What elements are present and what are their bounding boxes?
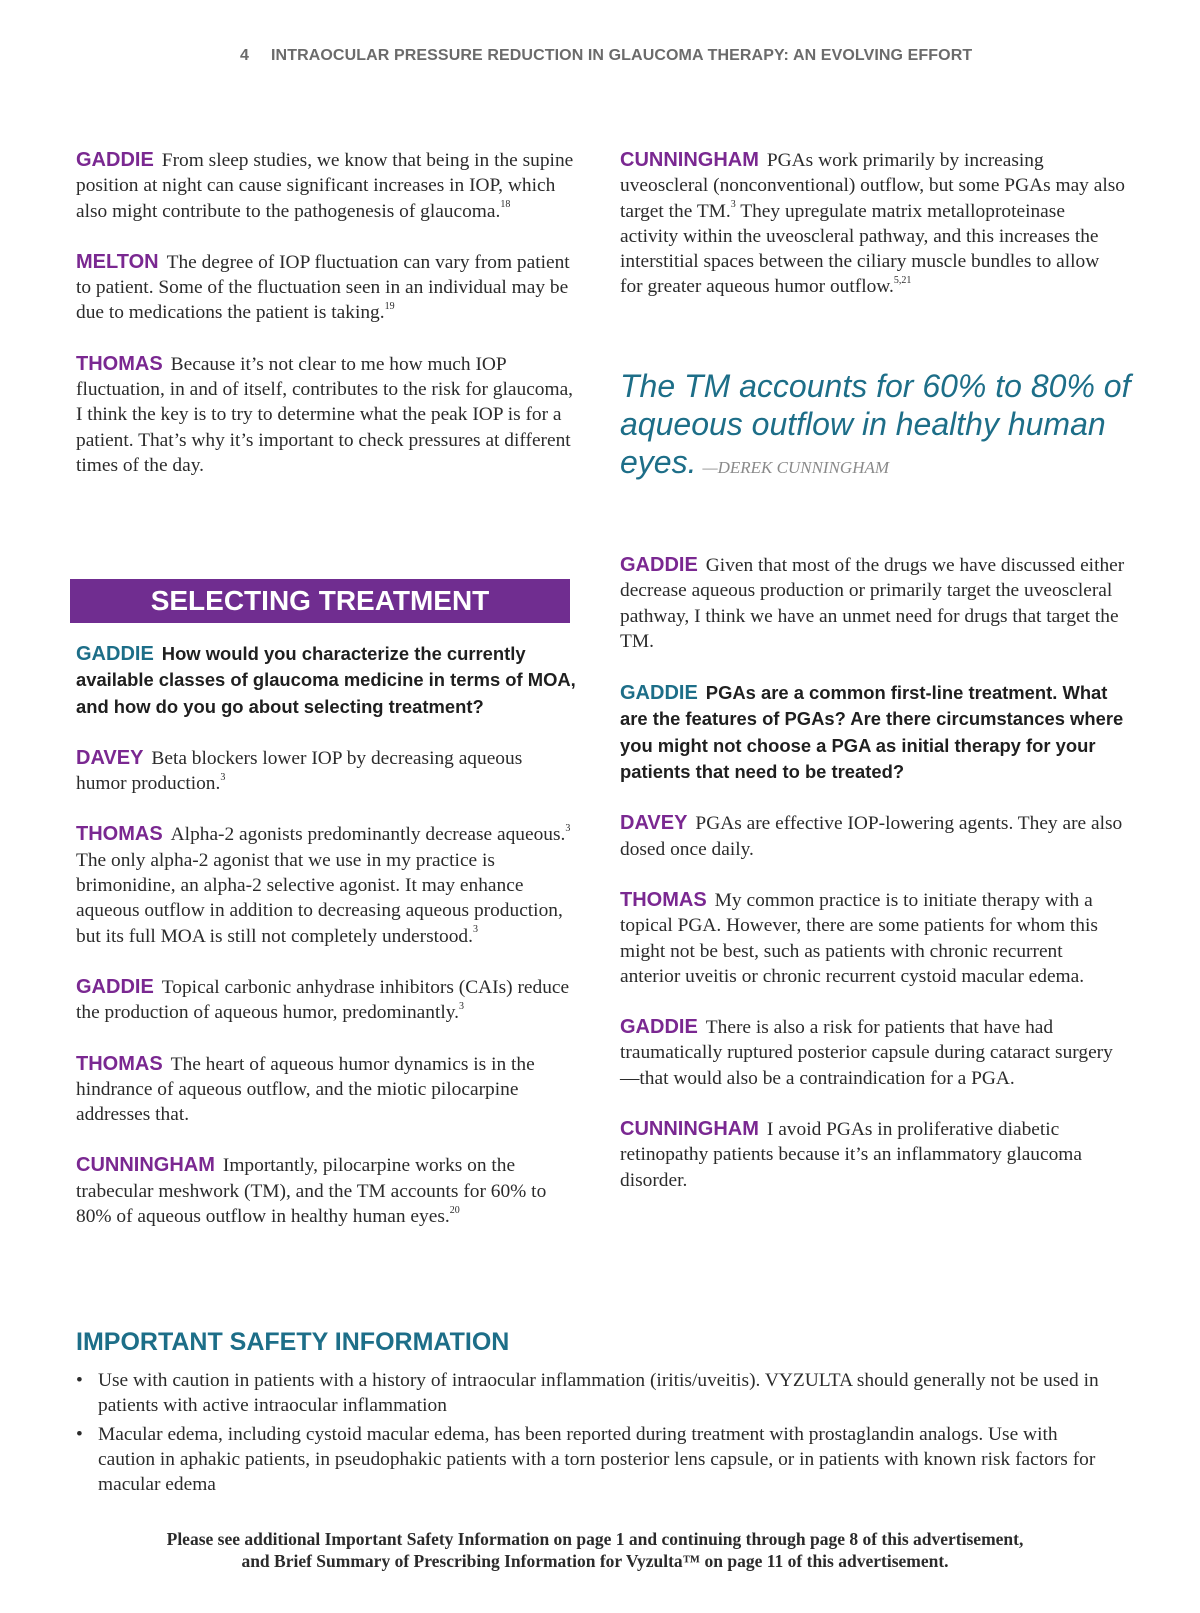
entry-text: PGAs are effective IOP-lowering agents. They are also dosed once daily. bbox=[620, 813, 1123, 860]
reference-superscript: 3 bbox=[220, 771, 226, 783]
right-column-top bbox=[620, 148, 1125, 326]
reference-superscript: 3 bbox=[459, 1000, 465, 1012]
pull-quote bbox=[620, 367, 1140, 487]
dialogue-entry bbox=[76, 352, 576, 478]
reference-superscript: 20 bbox=[449, 1204, 460, 1216]
dialogue-entry bbox=[76, 1153, 576, 1229]
dialogue-entry bbox=[76, 250, 576, 326]
reference-superscript: 3 bbox=[730, 199, 736, 211]
speaker-name: THOMAS bbox=[620, 888, 707, 911]
reference-superscript: 3 bbox=[472, 924, 478, 936]
speaker-name: CUNNINGHAM bbox=[620, 1118, 759, 1141]
entry-text: There is also a risk for patients that have had traumatically ruptured posterior capsule during cataract surgery—that would also be a contraindication for a PGA. bbox=[620, 1017, 1113, 1089]
list-item bbox=[76, 1422, 1116, 1497]
reference-superscript: 5,21 bbox=[893, 275, 912, 287]
reference-superscript: 19 bbox=[384, 301, 395, 313]
speaker-name: CUNNINGHAM bbox=[620, 149, 759, 171]
pull-quote-attribution: —DEREK CUNNINGHAM bbox=[702, 458, 890, 477]
dialogue-entry bbox=[620, 1015, 1125, 1091]
speaker-name: CUNNINGHAM bbox=[76, 1154, 215, 1177]
section-heading-selecting-treatment: SELECTING TREATMENT bbox=[70, 579, 570, 623]
dialogue-entry bbox=[76, 148, 576, 224]
speaker-name: MELTON bbox=[76, 250, 159, 273]
question-text: PGAs are a common first-line treatment. What are the features of PGAs? Are there circumstances where you might not choose a PGA as initial therapy for your patients that need to be treated? bbox=[620, 682, 1124, 783]
dialogue-entry bbox=[620, 553, 1125, 654]
footer-note bbox=[60, 1528, 1130, 1572]
speaker-name: DAVEY bbox=[620, 812, 688, 835]
dialogue-entry bbox=[620, 1117, 1125, 1193]
list-item-text: Macular edema, including cystoid macular edema, has been reported during treatment with prostaglandin analogs. Use with caution in aphakic patients, in pseudophakic patients with a torn posterior lens capsule, or in patients with known risk factors for macular edema bbox=[98, 1424, 1096, 1495]
reference-superscript: 3 bbox=[565, 823, 571, 835]
speaker-name: GADDIE bbox=[76, 975, 154, 998]
entry-text: The degree of IOP fluctuation can vary from patient to patient. Some of the fluctuation seen in an individual may be due to medications the patient is taking. bbox=[76, 251, 570, 324]
pull-quote-text: The TM accounts for 60% to 80% of aqueous outflow in healthy human eyes. bbox=[620, 368, 1131, 480]
entry-text: Alpha-2 agonists predominantly decrease aqueous. bbox=[170, 824, 566, 846]
speaker-name: GADDIE bbox=[620, 682, 698, 705]
bullet-icon: • bbox=[76, 1424, 83, 1445]
speaker-name: THOMAS bbox=[76, 352, 163, 375]
moderator-question bbox=[620, 680, 1125, 785]
speaker-name: GADDIE bbox=[620, 554, 698, 576]
dialogue-entry bbox=[76, 822, 576, 948]
entry-text: Importantly, pilocarpine works on the trabecular meshwork (TM), and the TM accounts for 60% to 80% of aqueous outflow in healthy human eyes. bbox=[76, 1155, 547, 1228]
speaker-name: DAVEY bbox=[76, 746, 144, 769]
entry-text: The only alpha-2 agonist that we use in my practice is brimonidine, an alpha-2 selective agonist. It may enhance aqueous outflow in addition to decreasing aqueous production, but its full MOA is still not completely understood. bbox=[76, 849, 563, 947]
reference-superscript: 18 bbox=[500, 199, 511, 211]
safety-information-title: IMPORTANT SAFETY INFORMATION bbox=[76, 1328, 510, 1356]
entry-text: From sleep studies, we know that being in the supine position at night can cause significant increases in IOP, which also might contribute to the pathogenesis of glaucoma. bbox=[76, 150, 574, 222]
speaker-name: GADDIE bbox=[620, 1016, 698, 1039]
entry-text: The heart of aqueous humor dynamics is in the hindrance of aqueous outflow, and the miotic pilocarpine addresses that. bbox=[76, 1053, 535, 1126]
entry-text: PGAs work primarily by increasing uveoscleral (nonconventional) outflow, but some PGAs may also target the TM. bbox=[620, 150, 1125, 222]
left-column-bottom bbox=[76, 641, 576, 1255]
running-header bbox=[240, 47, 972, 65]
speaker-name: GADDIE bbox=[76, 149, 154, 171]
header-title: INTRAOCULAR PRESSURE REDUCTION IN GLAUCOMA THERAPY: AN EVOLVING EFFORT bbox=[271, 47, 973, 64]
right-column-bottom bbox=[620, 553, 1125, 1219]
speaker-name: GADDIE bbox=[76, 643, 154, 665]
bullet-icon: • bbox=[76, 1370, 83, 1391]
dialogue-entry bbox=[620, 888, 1125, 989]
footer-line: and Brief Summary of Prescribing Information for Vyzulta™ on page 11 of this advertisement. bbox=[241, 1551, 949, 1571]
entry-text: My common practice is to initiate therapy with a topical PGA. However, there are some patients for whom this might not be best, such as patients with chronic recurrent anterior uveitis or chronic recurrent cystoid macular edema. bbox=[620, 889, 1098, 987]
entry-text: Beta blockers lower IOP by decreasing aqueous humor production. bbox=[76, 747, 523, 795]
entry-text: Topical carbonic anhydrase inhibitors (CAIs) reduce the production of aqueous humor, predominantly. bbox=[76, 976, 570, 1024]
dialogue-entry bbox=[76, 1052, 576, 1128]
moderator-question bbox=[76, 641, 576, 720]
dialogue-entry bbox=[620, 811, 1125, 862]
list-item-text: Use with caution in patients with a history of intraocular inflammation (iritis/uveitis). VYZULTA should generally not be used in patients with active intraocular inflammation bbox=[98, 1370, 1099, 1416]
entry-text: Because it’s not clear to me how much IOP fluctuation, in and of itself, contributes to the risk for glaucoma, I think the key is to try to determine what the peak IOP is for a patient. That’s why it’s important to check pressures at different times of the day. bbox=[76, 353, 574, 476]
dialogue-entry bbox=[620, 148, 1125, 300]
left-column-top bbox=[76, 148, 576, 504]
entry-text: They upregulate matrix metalloproteinase activity within the uveoscleral pathway, and this increases the interstitial spaces between the ciliary muscle bundles to allow for greater aqueous humor outflow. bbox=[620, 200, 1100, 298]
safety-information-list bbox=[76, 1368, 1116, 1501]
dialogue-entry bbox=[76, 975, 576, 1026]
speaker-name: THOMAS bbox=[76, 1052, 163, 1075]
entry-text: I avoid PGAs in proliferative diabetic retinopathy patients because it’s an inflammatory glaucoma disorder. bbox=[620, 1119, 1082, 1191]
footer-line: Please see additional Important Safety Information on page 1 and continuing through page 8 of this advertisement, bbox=[166, 1529, 1024, 1549]
page-number: 4 bbox=[240, 47, 249, 64]
dialogue-entry bbox=[76, 746, 576, 797]
question-text: How would you characterize the currently available classes of glaucoma medicine in terms of MOA, and how do you go about selecting treatment? bbox=[76, 643, 576, 717]
speaker-name: THOMAS bbox=[76, 823, 163, 846]
entry-text: Given that most of the drugs we have discussed either decrease aqueous production or primarily target the uveoscleral pathway, I think we have an unmet need for drugs that target the TM. bbox=[620, 555, 1125, 652]
list-item bbox=[76, 1368, 1116, 1418]
